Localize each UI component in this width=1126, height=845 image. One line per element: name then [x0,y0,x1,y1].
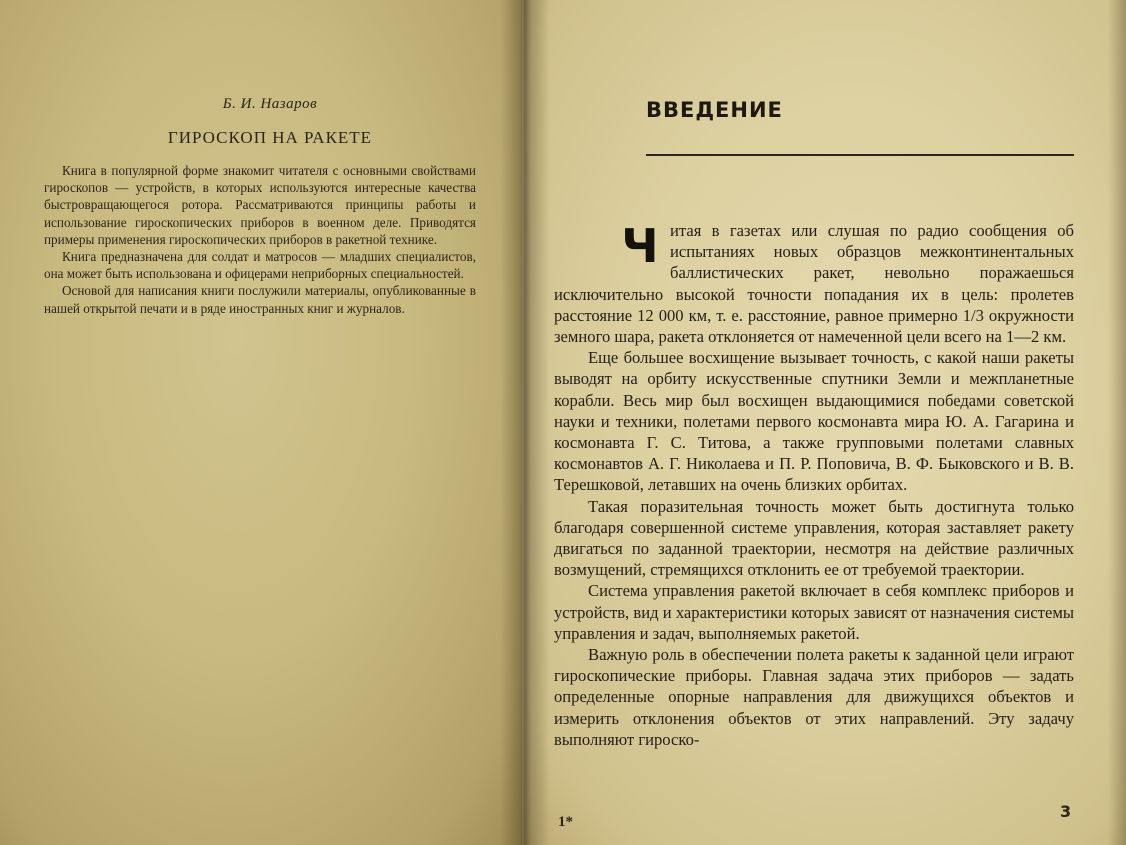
author-name: Б. И. Назаров [222,96,318,112]
body-paragraph: Система управления ракетой включает в себя комплекс приборов и устройств, вид и характеристики которых зависят от назначения системы управления и задач, выполняемых ракетой. [554,581,1074,643]
book-title: ГИРОСКОП НА РАКЕТЕ [167,128,373,147]
abstract-paragraph: Книга в популярной форме знакомит читателя с основными свойствами гироскопов — устройств, в которых используются интересные качества быстровращающегося ротора. Рассматриваются принципы работы и использование гироскопических приборов в военном деле. Приводятся примеры применения гироскопических приборов в ракетной технике. [44,163,476,247]
body-paragraph: Такая поразительная точность может быть достигнута только благодаря совершенной системе управления, которая заставляет ракету двигаться по заданной траектории, несмотря на действие различных возмущений, стремящихся отклонить ее от требуемой траектории. [554,496,1074,580]
abstract [44,162,476,317]
body-paragraph: Еще большее восхищение вызывает точность, с какой наши ракеты выводят на орбиту искусственные спутники Земли и межпланетные корабли. Весь мир был восхищен выдающимися победами советской науки и техники, полетами первого космонавта мира Ю. А. Гагарина и космонавта Г. С. Титова, а также групповыми полетами славных космонавтов А. Г. Николаева и П. Р. Поповича, В. Ф. Быковского и В. В. Терешковой, летавших на очень близких орбитах. [554,348,1074,495]
left-page [0,0,522,845]
chapter-body [554,220,1074,750]
signature-mark: 1* [558,814,573,830]
abstract-paragraph: Книга предназначена для солдат и матросов — младших специалистов, она может быть использована и офицерами неприборных специальностей. [44,249,476,282]
heading-rule [646,154,1074,156]
drop-cap-letter: Ч [621,219,659,273]
first-paragraph-text: итая в газетах или слушая по радио сообщения об испытаниях новых образцов межконтинентальных баллистических ракет, невольно поражаешься исключительно высокой точности попадания их в цель: пролетев расстояние 12 000 км, т. е. расстояние, равное примерно 1/3 окружности земного шара, ракета отклоняется от намеченной цели всего на 1—2 км. [554,221,1074,347]
chapter-heading: ВВЕДЕНИЕ [646,98,783,122]
body-paragraph: Важную роль в обеспечении полета ракеты к заданной цели играют гироскопические приборы. Главная задача этих приборов — задать определенные опорные направления для движущихся объектов и измерить отклонения объектов от этих направлений. Эту задачу выполняют гироско- [554,645,1074,749]
abstract-paragraph: Основой для написания книги послужили материалы, опубликованные в нашей открытой печати и в ряде иностранных книг и журналов. [44,283,476,316]
drop-cap [614,219,666,273]
page-edge-shadow [1108,0,1126,845]
body-paragraph [554,220,1074,347]
right-page [522,0,1126,845]
page-number: 3 [1060,802,1072,821]
